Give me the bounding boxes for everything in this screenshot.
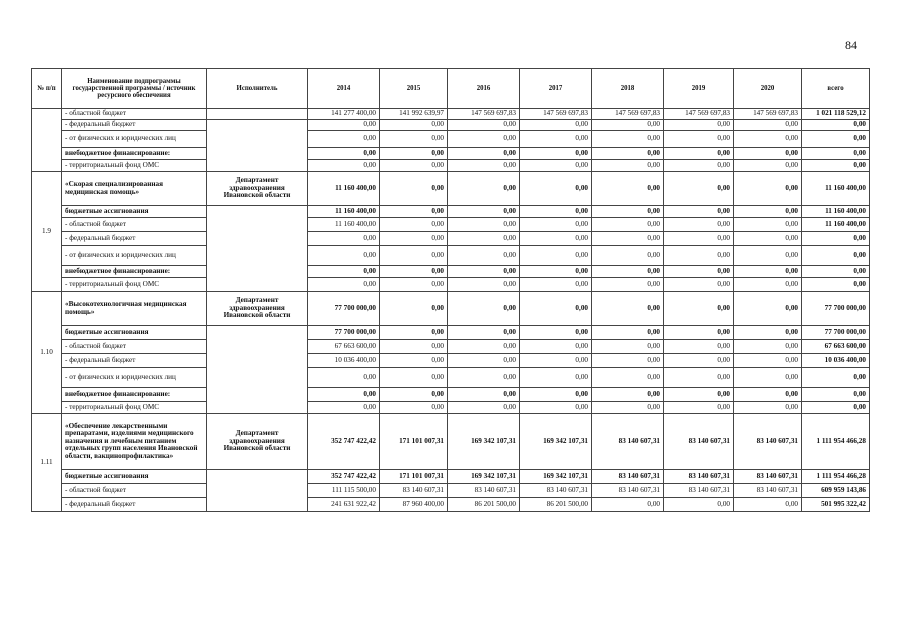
total-cell: 1 111 954 466,28 — [802, 414, 870, 470]
value-cell: 0,00 — [448, 218, 520, 232]
value-cell: 352 747 422,42 — [308, 414, 380, 470]
value-cell: 0,00 — [380, 172, 448, 206]
table-row — [32, 218, 870, 232]
value-cell: 0,00 — [592, 148, 664, 160]
value-cell: 141 277 400,00 — [308, 109, 380, 120]
value-cell: 0,00 — [592, 278, 664, 292]
row-label: - территориальный фонд ОМС — [62, 160, 207, 172]
table-row — [32, 131, 870, 148]
value-cell: 0,00 — [664, 266, 734, 278]
value-cell: 0,00 — [520, 246, 592, 266]
row-number: 1.11 — [32, 414, 62, 512]
value-cell: 0,00 — [592, 172, 664, 206]
total-cell: 11 160 400,00 — [802, 206, 870, 218]
total-cell: 0,00 — [802, 388, 870, 402]
value-cell: 0,00 — [380, 131, 448, 148]
value-cell: 0,00 — [520, 326, 592, 340]
row-label: - областной бюджет — [62, 340, 207, 354]
value-cell: 169 342 107,31 — [448, 414, 520, 470]
value-cell: 83 140 607,31 — [380, 484, 448, 498]
value-cell: 0,00 — [592, 218, 664, 232]
total-cell: 11 160 400,00 — [802, 218, 870, 232]
value-cell: 0,00 — [664, 232, 734, 246]
row-label: - от физических и юридических лиц — [62, 368, 207, 388]
executor-cell: Департамент здравоохранения Ивановской области — [207, 172, 308, 206]
header-year: 2019 — [664, 69, 734, 109]
value-cell: 0,00 — [448, 340, 520, 354]
total-cell: 1 021 118 529,12 — [802, 109, 870, 120]
value-cell: 0,00 — [734, 120, 802, 131]
row-number: 1.9 — [32, 172, 62, 292]
value-cell: 0,00 — [664, 354, 734, 368]
header-year: 2014 — [308, 69, 380, 109]
value-cell: 11 160 400,00 — [308, 172, 380, 206]
value-cell: 0,00 — [308, 246, 380, 266]
row-label: «Обеспечение лекарственными препаратами, изделиями медицинского назначения и лечебным питанием отдельных групп населения Ивановской области, вакцинопрофилактика» — [62, 414, 207, 470]
value-cell: 0,00 — [308, 131, 380, 148]
value-cell: 0,00 — [520, 131, 592, 148]
value-cell: 0,00 — [664, 131, 734, 148]
value-cell: 0,00 — [520, 172, 592, 206]
executor-cell — [207, 109, 308, 120]
value-cell: 169 342 107,31 — [448, 470, 520, 484]
value-cell: 147 569 697,83 — [734, 109, 802, 120]
value-cell: 0,00 — [734, 368, 802, 388]
row-label: - территориальный фонд ОМС — [62, 402, 207, 414]
value-cell: 11 160 400,00 — [308, 218, 380, 232]
value-cell: 0,00 — [448, 246, 520, 266]
row-label: «Скорая специализированная медицинская помощь» — [62, 172, 207, 206]
value-cell: 0,00 — [734, 148, 802, 160]
value-cell: 0,00 — [734, 131, 802, 148]
value-cell: 171 101 007,31 — [380, 414, 448, 470]
value-cell: 77 700 000,00 — [308, 292, 380, 326]
value-cell: 0,00 — [734, 340, 802, 354]
value-cell: 147 569 697,83 — [520, 109, 592, 120]
value-cell: 0,00 — [664, 218, 734, 232]
table-row — [32, 470, 870, 484]
row-label: «Высокотехнологичная медицинская помощь» — [62, 292, 207, 326]
value-cell: 0,00 — [380, 120, 448, 131]
header-year: 2020 — [734, 69, 802, 109]
value-cell: 0,00 — [448, 148, 520, 160]
value-cell: 0,00 — [308, 368, 380, 388]
value-cell: 0,00 — [592, 292, 664, 326]
value-cell: 0,00 — [592, 498, 664, 512]
value-cell: 141 992 639,97 — [380, 109, 448, 120]
value-cell: 0,00 — [664, 246, 734, 266]
header-year: 2018 — [592, 69, 664, 109]
value-cell: 0,00 — [380, 292, 448, 326]
value-cell: 0,00 — [308, 278, 380, 292]
total-cell: 0,00 — [802, 131, 870, 148]
value-cell: 241 631 922,42 — [308, 498, 380, 512]
total-cell: 77 700 000,00 — [802, 326, 870, 340]
row-label: внебюджетное финансирование: — [62, 266, 207, 278]
value-cell: 0,00 — [734, 160, 802, 172]
value-cell: 0,00 — [380, 206, 448, 218]
row-label: - федеральный бюджет — [62, 354, 207, 368]
value-cell: 86 201 500,00 — [520, 498, 592, 512]
value-cell: 0,00 — [592, 246, 664, 266]
value-cell: 0,00 — [380, 388, 448, 402]
value-cell: 0,00 — [520, 388, 592, 402]
value-cell: 0,00 — [520, 120, 592, 131]
value-cell: 0,00 — [734, 498, 802, 512]
value-cell: 0,00 — [380, 160, 448, 172]
value-cell: 0,00 — [448, 278, 520, 292]
table-row — [32, 414, 870, 470]
value-cell: 0,00 — [734, 266, 802, 278]
value-cell: 0,00 — [308, 160, 380, 172]
value-cell: 0,00 — [734, 388, 802, 402]
value-cell: 0,00 — [448, 402, 520, 414]
value-cell: 0,00 — [448, 160, 520, 172]
value-cell: 83 140 607,31 — [664, 414, 734, 470]
value-cell: 169 342 107,31 — [520, 414, 592, 470]
value-cell: 0,00 — [380, 354, 448, 368]
value-cell: 83 140 607,31 — [734, 414, 802, 470]
value-cell: 83 140 607,31 — [734, 484, 802, 498]
value-cell: 11 160 400,00 — [308, 206, 380, 218]
value-cell: 0,00 — [664, 340, 734, 354]
value-cell: 0,00 — [380, 232, 448, 246]
executor-cell-empty — [207, 120, 308, 172]
table-row — [32, 484, 870, 498]
total-cell: 11 160 400,00 — [802, 172, 870, 206]
table-row — [32, 172, 870, 206]
value-cell: 83 140 607,31 — [664, 484, 734, 498]
total-cell: 0,00 — [802, 120, 870, 131]
value-cell: 0,00 — [664, 120, 734, 131]
value-cell: 83 140 607,31 — [592, 470, 664, 484]
total-cell: 0,00 — [802, 278, 870, 292]
header-executor: Исполнитель — [207, 69, 308, 109]
row-label: - областной бюджет — [62, 484, 207, 498]
value-cell: 83 140 607,31 — [592, 484, 664, 498]
value-cell: 111 115 500,00 — [308, 484, 380, 498]
value-cell: 0,00 — [380, 368, 448, 388]
value-cell: 0,00 — [734, 246, 802, 266]
total-cell: 1 111 954 466,28 — [802, 470, 870, 484]
value-cell: 0,00 — [734, 218, 802, 232]
value-cell: 147 569 697,83 — [448, 109, 520, 120]
table-row — [32, 402, 870, 414]
value-cell: 0,00 — [734, 402, 802, 414]
table-row — [32, 340, 870, 354]
table-row — [32, 206, 870, 218]
row-label: - федеральный бюджет — [62, 120, 207, 131]
header-row — [32, 69, 870, 109]
total-cell: 0,00 — [802, 266, 870, 278]
executor-cell-empty — [207, 326, 308, 414]
value-cell: 0,00 — [664, 172, 734, 206]
value-cell: 0,00 — [308, 232, 380, 246]
value-cell: 0,00 — [380, 246, 448, 266]
value-cell: 0,00 — [664, 206, 734, 218]
table-row — [32, 232, 870, 246]
total-cell: 10 036 400,00 — [802, 354, 870, 368]
header-no: № п/п — [32, 69, 62, 109]
value-cell: 0,00 — [664, 368, 734, 388]
table-row — [32, 498, 870, 512]
total-cell: 0,00 — [802, 246, 870, 266]
value-cell: 0,00 — [448, 206, 520, 218]
value-cell: 0,00 — [664, 498, 734, 512]
table-row — [32, 246, 870, 266]
value-cell: 0,00 — [592, 232, 664, 246]
value-cell: 0,00 — [664, 326, 734, 340]
value-cell: 0,00 — [734, 354, 802, 368]
value-cell: 169 342 107,31 — [520, 470, 592, 484]
value-cell: 0,00 — [448, 368, 520, 388]
value-cell: 0,00 — [520, 148, 592, 160]
page-number: 84 — [845, 38, 857, 52]
value-cell: 0,00 — [592, 206, 664, 218]
value-cell: 0,00 — [380, 278, 448, 292]
value-cell: 86 201 500,00 — [448, 498, 520, 512]
executor-cell-empty — [207, 470, 308, 512]
value-cell: 352 747 422,42 — [308, 470, 380, 484]
value-cell: 83 140 607,31 — [592, 414, 664, 470]
value-cell: 0,00 — [380, 218, 448, 232]
total-cell: 0,00 — [802, 368, 870, 388]
total-cell: 77 700 000,00 — [802, 292, 870, 326]
header-year: 2017 — [520, 69, 592, 109]
value-cell: 0,00 — [520, 354, 592, 368]
value-cell: 0,00 — [448, 172, 520, 206]
value-cell: 0,00 — [308, 402, 380, 414]
value-cell: 0,00 — [448, 266, 520, 278]
value-cell: 67 663 600,00 — [308, 340, 380, 354]
value-cell: 0,00 — [520, 278, 592, 292]
value-cell: 77 700 000,00 — [308, 326, 380, 340]
total-cell: 501 995 322,42 — [802, 498, 870, 512]
value-cell: 0,00 — [380, 148, 448, 160]
value-cell: 0,00 — [520, 266, 592, 278]
value-cell: 0,00 — [520, 160, 592, 172]
budget-table — [31, 68, 870, 512]
value-cell: 0,00 — [592, 354, 664, 368]
row-label: - федеральный бюджет — [62, 232, 207, 246]
value-cell: 0,00 — [520, 340, 592, 354]
value-cell: 0,00 — [592, 266, 664, 278]
value-cell: 171 101 007,31 — [380, 470, 448, 484]
value-cell: 0,00 — [592, 326, 664, 340]
value-cell: 0,00 — [380, 340, 448, 354]
value-cell: 87 960 400,00 — [380, 498, 448, 512]
row-label: - областной бюджет — [62, 218, 207, 232]
table-row — [32, 120, 870, 131]
value-cell: 0,00 — [664, 292, 734, 326]
value-cell: 0,00 — [520, 368, 592, 388]
total-cell: 0,00 — [802, 232, 870, 246]
value-cell: 0,00 — [520, 292, 592, 326]
value-cell: 0,00 — [380, 266, 448, 278]
value-cell: 0,00 — [380, 402, 448, 414]
value-cell: 0,00 — [308, 388, 380, 402]
value-cell: 0,00 — [592, 131, 664, 148]
value-cell: 0,00 — [448, 232, 520, 246]
table-row — [32, 326, 870, 340]
header-year: 2015 — [380, 69, 448, 109]
value-cell: 0,00 — [734, 278, 802, 292]
value-cell: 0,00 — [664, 148, 734, 160]
value-cell: 0,00 — [664, 402, 734, 414]
value-cell: 83 140 607,31 — [520, 484, 592, 498]
value-cell: 0,00 — [664, 160, 734, 172]
value-cell: 10 036 400,00 — [308, 354, 380, 368]
value-cell: 0,00 — [734, 326, 802, 340]
value-cell: 0,00 — [520, 206, 592, 218]
table-row — [32, 354, 870, 368]
value-cell: 83 140 607,31 — [734, 470, 802, 484]
row-label: бюджетные ассигнования — [62, 326, 207, 340]
value-cell: 0,00 — [448, 388, 520, 402]
row-label: внебюджетное финансирование: — [62, 148, 207, 160]
value-cell: 0,00 — [308, 148, 380, 160]
header-total: всего — [802, 69, 870, 109]
value-cell: 83 140 607,31 — [664, 470, 734, 484]
value-cell: 0,00 — [592, 160, 664, 172]
executor-cell: Департамент здравоохранения Ивановской области — [207, 292, 308, 326]
value-cell: 0,00 — [520, 218, 592, 232]
row-label: - от физических и юридических лиц — [62, 246, 207, 266]
total-cell: 0,00 — [802, 402, 870, 414]
value-cell: 0,00 — [664, 388, 734, 402]
value-cell: 0,00 — [734, 172, 802, 206]
row-label: - от физических и юридических лиц — [62, 131, 207, 148]
value-cell: 0,00 — [448, 131, 520, 148]
value-cell: 147 569 697,83 — [664, 109, 734, 120]
value-cell: 0,00 — [308, 120, 380, 131]
total-cell: 609 959 143,86 — [802, 484, 870, 498]
table-row — [32, 368, 870, 388]
total-cell: 67 663 600,00 — [802, 340, 870, 354]
value-cell: 0,00 — [448, 120, 520, 131]
value-cell: 0,00 — [734, 206, 802, 218]
total-cell: 0,00 — [802, 160, 870, 172]
row-label: внебюджетное финансирование: — [62, 388, 207, 402]
value-cell: 0,00 — [592, 388, 664, 402]
value-cell: 0,00 — [308, 266, 380, 278]
table-row — [32, 278, 870, 292]
row-label: бюджетные ассигнования — [62, 206, 207, 218]
row-number: 1.10 — [32, 292, 62, 414]
value-cell: 83 140 607,31 — [448, 484, 520, 498]
row-label: бюджетные ассигнования — [62, 470, 207, 484]
table-row — [32, 388, 870, 402]
table-row — [32, 266, 870, 278]
table-row — [32, 292, 870, 326]
value-cell: 147 569 697,83 — [592, 109, 664, 120]
total-cell: 0,00 — [802, 148, 870, 160]
value-cell: 0,00 — [448, 354, 520, 368]
table-row — [32, 148, 870, 160]
row-label: - федеральный бюджет — [62, 498, 207, 512]
header-year: 2016 — [448, 69, 520, 109]
value-cell: 0,00 — [592, 340, 664, 354]
row-label: - областной бюджет — [62, 109, 207, 120]
value-cell: 0,00 — [592, 368, 664, 388]
executor-cell: Департамент здравоохранения Ивановской области — [207, 414, 308, 470]
value-cell: 0,00 — [448, 292, 520, 326]
value-cell: 0,00 — [592, 402, 664, 414]
value-cell: 0,00 — [664, 278, 734, 292]
value-cell: 0,00 — [380, 326, 448, 340]
value-cell: 0,00 — [734, 232, 802, 246]
value-cell: 0,00 — [520, 232, 592, 246]
executor-cell-empty — [207, 206, 308, 292]
value-cell: 0,00 — [592, 120, 664, 131]
row-label: - территориальный фонд ОМС — [62, 278, 207, 292]
value-cell: 0,00 — [734, 292, 802, 326]
value-cell: 0,00 — [448, 326, 520, 340]
table-row — [32, 160, 870, 172]
header-name: Наименование подпрограммы государственной программы / источник ресурсного обеспечения — [62, 69, 207, 109]
row-number — [32, 109, 62, 172]
value-cell: 0,00 — [520, 402, 592, 414]
table-row — [32, 109, 870, 120]
